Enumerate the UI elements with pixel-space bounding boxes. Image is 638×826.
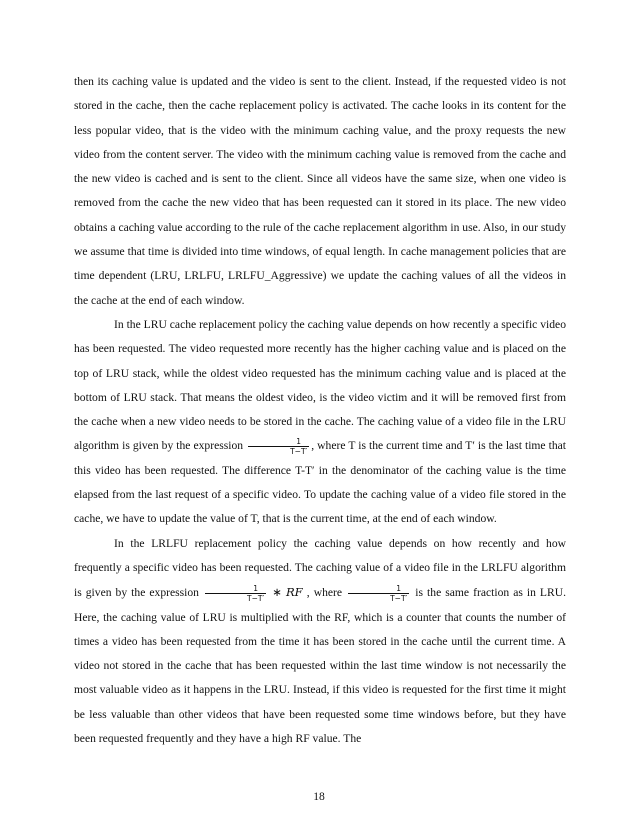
lru-fraction-numerator: 1 — [248, 437, 309, 447]
rf-variable: RF — [285, 585, 303, 600]
lrlfu-fraction-denominator: T−T′ — [247, 594, 265, 604]
lrlfu-fraction — [205, 584, 266, 603]
same-fraction-denominator: T−T′ — [390, 594, 408, 604]
same-fraction — [348, 584, 409, 603]
paragraph-1: then its caching value is updated and the video is sent to the client. Instead, if the requested video is not stored in the cache, then the cache replacement policy is activated. The cache looks in its content for the less popular video, that is the video with the minimum caching value, and the proxy requests the new video from the content server. The video with the minimum caching value is removed from the cache and the new video is cached and is sent to the client. Since all videos have the same size, when one video is removed from the cache the new video that has been requested can it stored in its place. The new video obtains a caching value according to the rule of the cache replacement algorithm in use. Also, in our study we assume that time is divided into time windows, of equal length. In cache management policies that are time dependent (LRU, LRLFU, LRLFU_Aggressive) we update the caching values of all the videos in the cache at the end of each window. — [74, 75, 566, 307]
paragraph-lrlfu-text-b: is the same fraction as in LRU. Here, the caching value of LRU is multiplied with the RF, which is a counter that counts the number of times a video has been requested from the time it has been stored in the cache until the current time. A video not stored in the cache that has been requested within the last time window is not necessarily the most valuable video as it happens in the LRU. Instead, if this video is requested for the first time it might be less valuable than other videos that have been requested some time windows before, but they have been requested frequently and they have a high RF value. The — [74, 586, 567, 746]
paragraph-lru-text-b: , where T is the current time and T′ is the last time that this video has been requested. The difference T-T′ in the denominator of the caching value is the time elapsed from the last request of a specific video. To update the caching value of a video file stored in the cache, we have to update the value of T, that is the current time, at the end of each window. — [74, 439, 566, 526]
lru-fraction — [248, 437, 309, 456]
multiply-operator: ∗ — [268, 586, 286, 600]
lrlfu-fraction-numerator: 1 — [205, 584, 266, 594]
paragraph-lrlfu-text-mid: , where — [306, 586, 343, 600]
paragraph-lru — [74, 313, 566, 532]
paragraph-lrlfu — [74, 532, 566, 752]
lru-fraction-denominator: T−T′ — [290, 447, 308, 457]
paragraph-lru-text-a: In the LRU cache replacement policy the caching value depends on how recently a specific video has been requested. The video requested more recently has the higher caching value and is placed on the top of LRU stack, while the oldest video requested has the minimum caching value and is placed at the bottom of LRU stack. That means the oldest video, is the video victim and it will be removed first from the cache when a new video needs to be stored in the cache. The caching value of a video file in the LRU algorithm is given by the expression — [74, 317, 566, 453]
same-fraction-numerator: 1 — [348, 584, 409, 594]
document-body — [74, 70, 566, 751]
paragraph-lrlfu-text-a: In the LRLFU replacement policy the caching value depends on how recently and how frequently a specific video has been requested. The caching value of a video file in the LRLFU algorithm is given by the expression — [74, 536, 566, 600]
page-number: 18 — [313, 790, 325, 803]
